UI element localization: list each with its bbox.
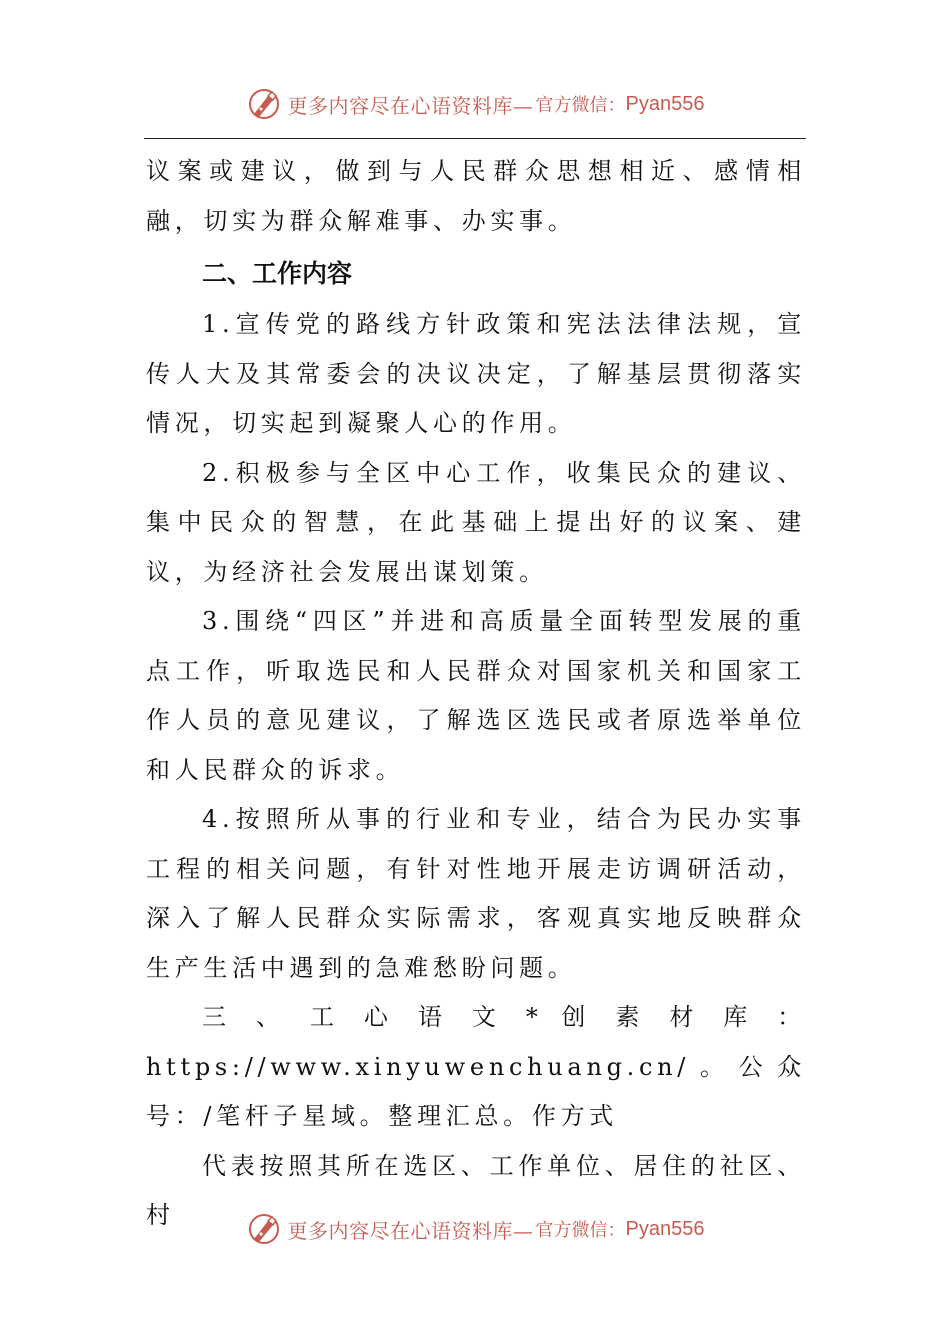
list-item-2: 2.积极参与全区中心工作，收集民众的建议、集中民众的智慧，在此基础上提出好的议案、建议，为经济社会发展出谋划策。 — [146, 458, 806, 586]
wechat-label: 官方微信： — [535, 1220, 626, 1241]
list-item-3: 3.围绕“四区”并进和高质量全面转型发展的重点工作，听取选民和人民群众对国家机关和国家工作人员的意见建议，了解选区选民或者原选举单位和人民群众的诉求。 — [146, 607, 806, 784]
pen-nib-logo-icon — [246, 1211, 282, 1247]
footer-watermark-banner — [0, 1207, 950, 1251]
continued-paragraph: 议案或建议，做到与人民群众思想相近、感情相融，切实为群众解难事、办实事。 — [146, 157, 806, 235]
list-item-4: 4.按照所从事的行业和专业，结合为民办实事工程的相关问题，有针对性地开展走访调研活动，深入了解人民群众实际需求，客观真实地反映群众生产生活中遇到的急难愁盼问题。 — [146, 805, 806, 982]
wechat-id: Pyan556 — [625, 1217, 705, 1240]
list-item-1: 1.宣传党的路线方针政策和宪法法律法规，宣传人大及其常委会的决议决定，了解基层贯彻落实情况，切实起到凝聚人心的作用。 — [146, 310, 806, 437]
header-watermark-banner — [0, 82, 950, 126]
section-heading-work-method: 三 、 工 心 语 文 * 创 素 材 库 ： https://www.xinyuwenchuang.cn/。公众号：/笔杆子星域。整理汇总。作方式 — [146, 1003, 806, 1130]
pen-nib-logo-icon — [246, 86, 282, 122]
banner-text: 更多内容尽在心语资料库— — [287, 1218, 534, 1243]
banner-text: 更多内容尽在心语资料库— — [287, 93, 534, 118]
wechat-id: Pyan556 — [625, 92, 705, 115]
document-body — [146, 147, 806, 1241]
final-paragraph: 代表按照其所在选区、工作单位、居住的社区、村 — [146, 1151, 806, 1229]
section-heading-work-content: 二、工作内容 — [202, 259, 353, 288]
header-divider — [144, 138, 806, 139]
wechat-label: 官方微信： — [535, 95, 626, 116]
